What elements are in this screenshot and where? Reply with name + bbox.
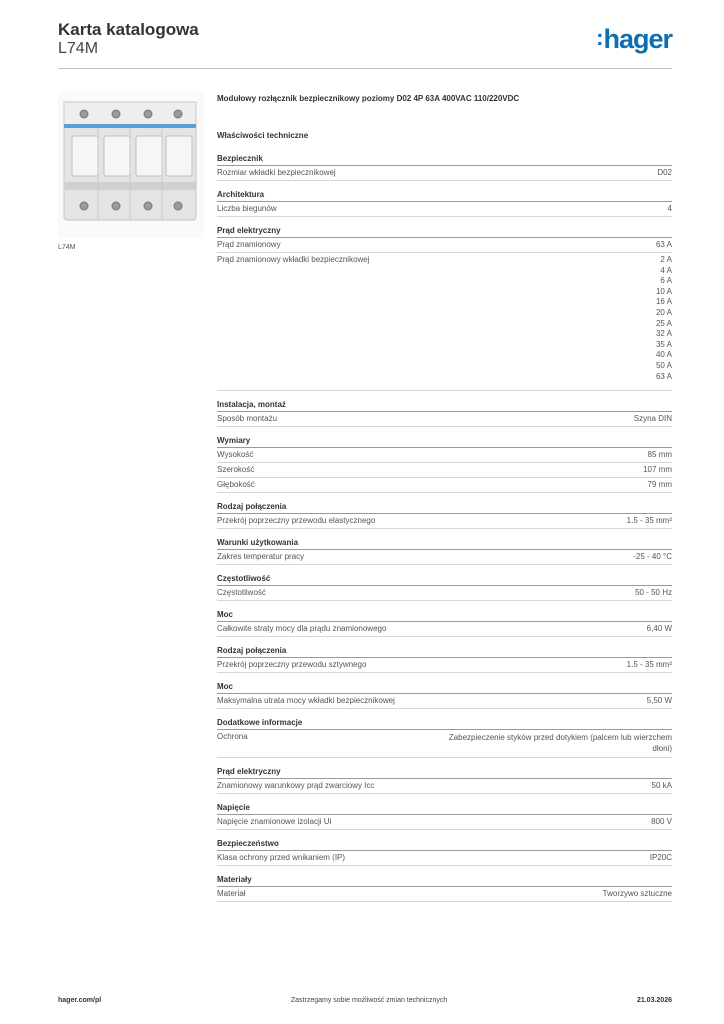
spec-value: 107 mm [643, 465, 672, 475]
product-image [58, 92, 204, 238]
spec-group-title: Architektura [217, 190, 672, 202]
spec-value: 10 A [655, 286, 672, 296]
spec-value: 63 A [655, 240, 672, 249]
footer-website: hager.com/pl [58, 997, 102, 1004]
spec-group-title: Warunki użytkowania [217, 538, 672, 550]
spec-row [217, 779, 672, 794]
spec-group [217, 400, 672, 427]
spec-group-title: Materiały [217, 875, 672, 887]
spec-row [217, 253, 672, 391]
spec-row [217, 622, 672, 637]
spec-group-title: Dodatkowe informacje [217, 718, 672, 730]
spec-group [217, 839, 672, 866]
footer-notice: Zastrzegamy sobie możliwość zmian technicznych [290, 997, 448, 1004]
spec-value: 4 [667, 204, 672, 213]
spec-label: Częstotliwość [217, 588, 266, 598]
spec-value: 63 A [655, 371, 672, 381]
spec-value: 4 A [660, 265, 672, 275]
spec-label: Prąd znamionowy wkładki bezpiecznikowej [217, 255, 370, 264]
spec-value: 32 A [655, 329, 672, 339]
logo-text: hager [603, 24, 672, 54]
spec-value: 35 A [655, 339, 672, 349]
spec-group [217, 502, 672, 529]
logo-mark: : [596, 25, 603, 50]
spec-row [217, 550, 672, 565]
spec-group [217, 190, 672, 217]
spec-group-title: Moc [217, 610, 672, 622]
spec-value: -25 - 40 °C [633, 552, 672, 562]
product-description: Modułowy rozłącznik bezpiecznikowy poziomy D02 4P 63A 400VAC 110/220VDC [217, 94, 520, 103]
hager-logo [596, 26, 672, 53]
spec-row [217, 694, 672, 709]
spec-value: 85 mm [647, 450, 672, 460]
spec-label: Całkowite straty mocy dla prądu znamionowego [217, 624, 387, 634]
spec-group [217, 574, 672, 601]
spec-label: Liczba biegunów [217, 204, 277, 213]
spec-group-title: Bezpieczeństwo [217, 839, 672, 851]
spec-label: Znamionowy warunkowy prąd zwarciowy Icc [217, 781, 375, 791]
header-rule [58, 68, 672, 69]
spec-label: Klasa ochrony przed wnikaniem (IP) [217, 853, 346, 863]
spec-row [217, 478, 672, 493]
spec-label: Głębokość [217, 480, 255, 490]
spec-group-title: Prąd elektryczny [217, 767, 672, 779]
spec-value: 5,50 W [646, 696, 672, 706]
spec-row [217, 463, 672, 478]
spec-label: Przekrój poprzeczny przewodu sztywnego [217, 660, 367, 670]
spec-value: IP20C [649, 853, 672, 863]
spec-group-title: Napięcie [217, 803, 672, 815]
spec-value: 2 A [660, 255, 672, 264]
spec-value: D02 [657, 168, 672, 177]
spec-group-title: Rodzaj połączenia [217, 502, 672, 514]
spec-group [217, 767, 672, 794]
spec-section [217, 94, 672, 911]
spec-group [217, 610, 672, 637]
spec-row [217, 514, 672, 529]
spec-value-list [656, 255, 672, 382]
spec-value: 1.5 - 35 mm² [626, 660, 672, 670]
page-footer [58, 997, 672, 1004]
spec-label: Napięcie znamionowe izolacji Ui [217, 817, 332, 827]
spec-value: Tworzywo sztuczne [602, 889, 672, 899]
spec-label: Materiał [217, 889, 246, 899]
spec-value: 50 - 50 Hz [635, 588, 672, 598]
spec-value: 50 A [655, 360, 672, 370]
spec-value: 50 kA [651, 781, 672, 791]
spec-row [217, 887, 672, 902]
spec-group-title: Bezpiecznik [217, 154, 672, 166]
spec-value: 1.5 - 35 mm² [626, 516, 672, 526]
spec-group-title: Instalacja, montaż [217, 400, 672, 412]
spec-row [217, 166, 672, 181]
spec-row [217, 586, 672, 601]
spec-value: 40 A [655, 350, 672, 360]
spec-value: 25 A [655, 318, 672, 328]
footer-date: 21.03.2026 [636, 997, 672, 1004]
spec-row [217, 851, 672, 866]
properties-heading: Właściwości techniczne [217, 131, 309, 140]
spec-value: Zabezpieczenie styków przed dotykiem (palcem lub wierzchem dłoni) [448, 733, 672, 754]
spec-row [217, 238, 672, 253]
spec-row [217, 658, 672, 673]
document-title: Karta katalogowa [58, 20, 199, 39]
spec-label: Rozmiar wkładki bezpiecznikowej [217, 168, 336, 177]
spec-label: Prąd znamionowy [217, 240, 281, 249]
spec-label: Zakres temperatur pracy [217, 552, 305, 562]
spec-label: Ochrona [217, 732, 248, 742]
spec-group [217, 718, 672, 758]
spec-group [217, 154, 672, 181]
spec-group [217, 682, 672, 709]
product-code: L74M [58, 40, 99, 57]
spec-value: 6 A [660, 276, 672, 286]
spec-group [217, 538, 672, 565]
spec-value: 20 A [655, 307, 672, 317]
spec-group [217, 226, 672, 391]
spec-group-title: Prąd elektryczny [217, 226, 672, 238]
spec-label: Sposób montażu [217, 414, 278, 424]
spec-row [217, 412, 672, 427]
spec-groups [217, 154, 672, 902]
spec-label: Szerokość [217, 465, 255, 475]
spec-label: Maksymalna utrata mocy wkładki bezpiecznikowej [217, 696, 395, 706]
spec-value: Szyna DIN [633, 414, 672, 424]
spec-group [217, 803, 672, 830]
spec-row [217, 815, 672, 830]
spec-label: Wysokość [217, 450, 254, 460]
spec-value: 6,40 W [646, 624, 672, 634]
spec-value: 16 A [655, 297, 672, 307]
spec-value: 79 mm [647, 480, 672, 490]
spec-group-title: Częstotliwość [217, 574, 672, 586]
spec-group-title: Rodzaj połączenia [217, 646, 672, 658]
spec-group [217, 875, 672, 902]
spec-row [217, 730, 672, 758]
spec-label: Przekrój poprzeczny przewodu elastycznego [217, 516, 376, 526]
product-image-caption: L74M [58, 244, 76, 251]
spec-group-title: Wymiary [217, 436, 672, 448]
spec-group-title: Moc [217, 682, 672, 694]
spec-row [217, 448, 672, 463]
spec-value: 800 V [651, 817, 672, 827]
spec-row [217, 202, 672, 217]
spec-group [217, 646, 672, 673]
spec-group [217, 436, 672, 493]
